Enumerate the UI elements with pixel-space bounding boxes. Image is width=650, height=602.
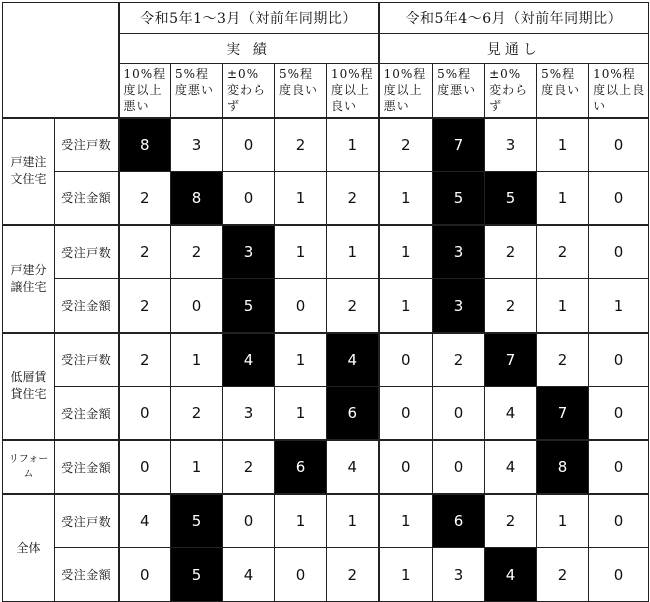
forecast-value-cell: 4	[485, 548, 537, 602]
actual-value-cell: 8	[119, 118, 171, 172]
forecast-value-cell: 0	[433, 386, 485, 440]
actual-value-cell: 3	[223, 225, 275, 279]
col-header-actual-2: 5%程度悪い	[171, 64, 223, 118]
group-label: 低層賃貸住宅	[3, 333, 55, 441]
actual-value-cell: 1	[275, 386, 327, 440]
forecast-value-cell: 6	[433, 494, 485, 548]
col-header-forecast-2: 5%程度悪い	[433, 64, 485, 118]
forecast-value-cell: 5	[485, 171, 537, 225]
forecast-period-title: 令和5年4～6月（対前年同期比）	[379, 3, 649, 34]
group-label: リフォーム	[3, 440, 55, 494]
actual-value-cell: 4	[327, 333, 379, 387]
metric-label: 受注金額	[55, 279, 119, 333]
actual-value-cell: 1	[327, 494, 379, 548]
forecast-value-cell: 0	[379, 440, 433, 494]
col-header-actual-1: 10%程度以上悪い	[119, 64, 171, 118]
forecast-value-cell: 4	[485, 440, 537, 494]
forecast-value-cell: 3	[433, 225, 485, 279]
table-row	[3, 279, 649, 333]
forecast-value-cell: 1	[379, 494, 433, 548]
actual-value-cell: 2	[119, 225, 171, 279]
forecast-value-cell: 0	[589, 225, 649, 279]
actual-value-cell: 4	[223, 333, 275, 387]
actual-value-cell: 1	[275, 171, 327, 225]
table-row	[3, 333, 649, 387]
actual-value-cell: 2	[275, 118, 327, 172]
actual-value-cell: 0	[119, 440, 171, 494]
actual-value-cell: 1	[275, 225, 327, 279]
metric-label: 受注金額	[55, 171, 119, 225]
forecast-value-cell: 1	[537, 494, 589, 548]
metric-label: 受注金額	[55, 440, 119, 494]
forecast-value-cell: 3	[485, 118, 537, 172]
forecast-value-cell: 0	[589, 118, 649, 172]
forecast-value-cell: 3	[433, 279, 485, 333]
forecast-value-cell: 0	[433, 440, 485, 494]
forecast-value-cell: 2	[433, 333, 485, 387]
forecast-value-cell: 8	[537, 440, 589, 494]
actual-value-cell: 8	[171, 171, 223, 225]
forecast-value-cell: 3	[433, 548, 485, 602]
forecast-value-cell: 1	[379, 279, 433, 333]
forecast-subtitle: 見通し	[379, 34, 649, 64]
col-header-forecast-1: 10%程度以上悪い	[379, 64, 433, 118]
table-row	[3, 440, 649, 494]
forecast-value-cell: 2	[537, 333, 589, 387]
actual-value-cell: 2	[223, 440, 275, 494]
forecast-value-cell: 2	[485, 494, 537, 548]
forecast-value-cell: 7	[485, 333, 537, 387]
table-body	[3, 118, 649, 602]
actual-value-cell: 0	[275, 548, 327, 602]
actual-value-cell: 1	[275, 494, 327, 548]
forecast-value-cell: 1	[537, 118, 589, 172]
actual-value-cell: 0	[275, 279, 327, 333]
forecast-value-cell: 1	[537, 279, 589, 333]
actual-value-cell: 0	[223, 118, 275, 172]
table-row	[3, 386, 649, 440]
actual-value-cell: 0	[119, 548, 171, 602]
actual-value-cell: 2	[327, 171, 379, 225]
actual-value-cell: 1	[327, 225, 379, 279]
actual-period-title: 令和5年1～3月（対前年同期比）	[119, 3, 379, 34]
table-row	[3, 225, 649, 279]
table-row	[3, 548, 649, 602]
metric-label: 受注戸数	[55, 225, 119, 279]
actual-value-cell: 0	[171, 279, 223, 333]
actual-value-cell: 5	[171, 548, 223, 602]
actual-value-cell: 1	[327, 118, 379, 172]
metric-label: 受注戸数	[55, 333, 119, 387]
forecast-value-cell: 0	[379, 333, 433, 387]
forecast-value-cell: 2	[485, 279, 537, 333]
group-label: 戸建分譲住宅	[3, 225, 55, 333]
forecast-value-cell: 2	[537, 225, 589, 279]
actual-value-cell: 2	[119, 171, 171, 225]
col-header-actual-5: 10%程度以上良い	[327, 64, 379, 118]
col-header-forecast-5: 10%程度以上良い	[589, 64, 649, 118]
metric-label: 受注戸数	[55, 118, 119, 172]
actual-subtitle: 実 績	[119, 34, 379, 64]
metric-label: 受注戸数	[55, 494, 119, 548]
actual-value-cell: 1	[171, 333, 223, 387]
forecast-value-cell: 1	[537, 171, 589, 225]
actual-value-cell: 6	[327, 386, 379, 440]
actual-value-cell: 0	[223, 494, 275, 548]
forecast-value-cell: 2	[379, 118, 433, 172]
forecast-value-cell: 0	[589, 494, 649, 548]
forecast-value-cell: 0	[379, 386, 433, 440]
actual-value-cell: 1	[171, 440, 223, 494]
forecast-value-cell: 0	[589, 548, 649, 602]
survey-table	[2, 2, 649, 602]
actual-value-cell: 5	[171, 494, 223, 548]
actual-value-cell: 0	[119, 386, 171, 440]
forecast-value-cell: 2	[537, 548, 589, 602]
actual-value-cell: 4	[223, 548, 275, 602]
metric-label: 受注金額	[55, 386, 119, 440]
actual-value-cell: 4	[119, 494, 171, 548]
forecast-value-cell: 2	[485, 225, 537, 279]
actual-value-cell: 0	[223, 171, 275, 225]
table-row	[3, 118, 649, 172]
forecast-value-cell: 0	[589, 171, 649, 225]
actual-value-cell: 3	[171, 118, 223, 172]
forecast-value-cell: 1	[589, 279, 649, 333]
forecast-value-cell: 1	[379, 225, 433, 279]
col-header-actual-4: 5%程度良い	[275, 64, 327, 118]
actual-value-cell: 2	[171, 225, 223, 279]
forecast-value-cell: 0	[589, 333, 649, 387]
corner-cell	[3, 3, 119, 118]
actual-value-cell: 2	[171, 386, 223, 440]
actual-value-cell: 2	[327, 548, 379, 602]
actual-value-cell: 5	[223, 279, 275, 333]
forecast-value-cell: 0	[589, 386, 649, 440]
forecast-value-cell: 7	[433, 118, 485, 172]
actual-value-cell: 2	[119, 279, 171, 333]
forecast-value-cell: 7	[537, 386, 589, 440]
forecast-value-cell: 0	[589, 440, 649, 494]
actual-value-cell: 4	[327, 440, 379, 494]
actual-value-cell: 1	[275, 333, 327, 387]
forecast-value-cell: 4	[485, 386, 537, 440]
table-row	[3, 494, 649, 548]
group-label: 戸建注文住宅	[3, 118, 55, 226]
actual-value-cell: 2	[119, 333, 171, 387]
col-header-actual-3: ±0%変わらず	[223, 64, 275, 118]
group-label: 全体	[3, 494, 55, 602]
actual-value-cell: 3	[223, 386, 275, 440]
metric-label: 受注金額	[55, 548, 119, 602]
table-row	[3, 171, 649, 225]
forecast-value-cell: 1	[379, 171, 433, 225]
forecast-value-cell: 1	[379, 548, 433, 602]
actual-value-cell: 2	[327, 279, 379, 333]
col-header-forecast-3: ±0%変わらず	[485, 64, 537, 118]
forecast-value-cell: 5	[433, 171, 485, 225]
col-header-forecast-4: 5%程度良い	[537, 64, 589, 118]
actual-value-cell: 6	[275, 440, 327, 494]
